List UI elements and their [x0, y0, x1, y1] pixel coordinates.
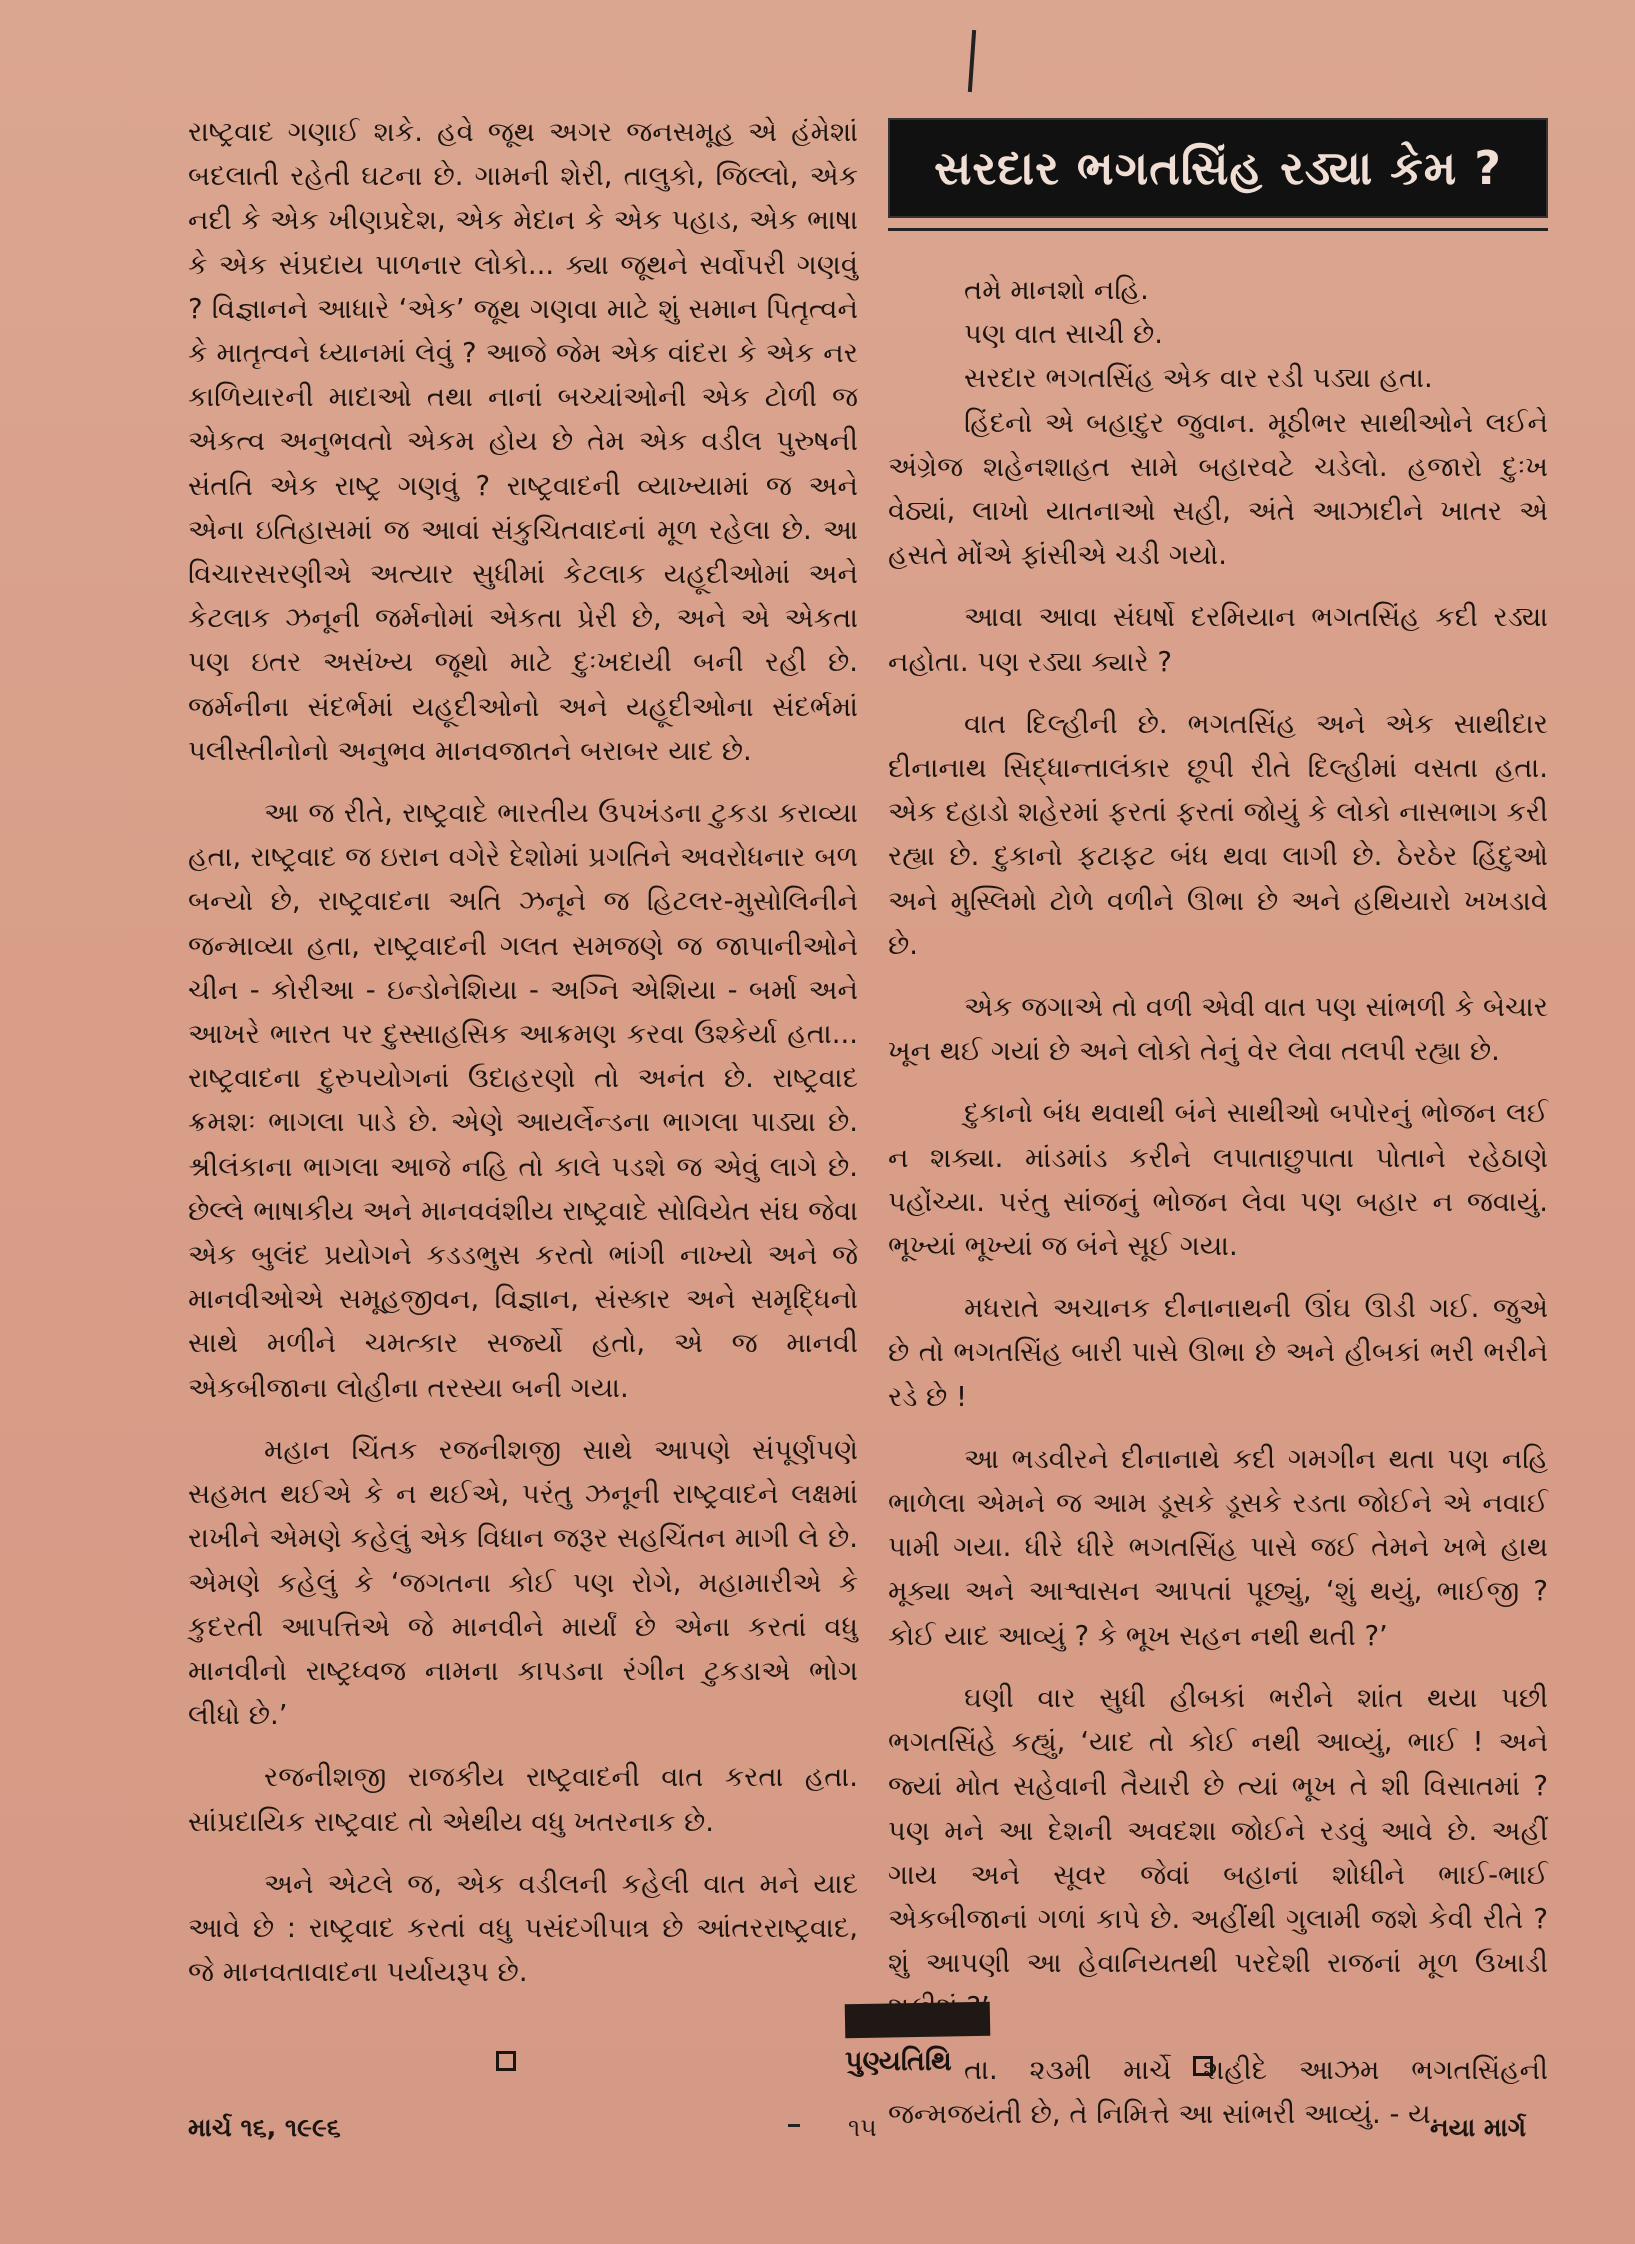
right-paragraph-9: તા. ૨૩મી માર્ચે શહીદે આઝમ ભગતસિંહની જન્મજયંતી છે, તે નિમિત્તે આ સાંભરી આવ્યું. - ય.	[888, 2053, 1548, 2130]
left-paragraph-2: આ જ રીતે, રાષ્ટ્રવાદે ભારતીય ઉપખંડના ટુકડા કરાવ્યા હતા, રાષ્ટ્રવાદ જ ઇરાન વગેરે દેશોમાં પ્રગતિને અવરોધનાર બળ બન્યો છે, રાષ્ટ્રવાદના અતિ ઝનૂને જ હિટલર-મુસોલિનીને જન્માવ્યા હતા, રાષ્ટ્રવાદની ગલત સમજણે જ જાપાનીઓને ચીન - કોરીઆ - ઇન્ડોનેશિયા - અગ્નિ એશિયા - બર્મા અને આખરે ભારત પર દુસ્સાહસિક આક્રમણ કરવા ઉશ્કેર્યા હતા... રાષ્ટ્રવાદના દુરુપયોગનાં ઉદાહરણો તો અનંત છે. રાષ્ટ્રવાદ ક્રમશઃ ભાગલા પાડે છે. એણે આયર્લેન્ડના ભાગલા પાડ્યા છે. શ્રીલંકાના ભાગલા આજે નહિ તો કાલે પડશે જ એવું લાગે છે. છેલ્લે ભાષાકીય અને માનવવંશીય રાષ્ટ્રવાદે સોવિયેત સંઘ જેવા એક બુલંદ પ્રયોગને કડડભુસ કરતો ભાંગી નાખ્યો અને જે માનવીઓએ સમૂહજીવન, વિજ્ઞાન, સંસ્કાર અને સમૃદ્ધિનો સાથે મળીને ચમત્કાર સર્જ્યો હતો, એ જ માનવી એકબીજાના લોહીના તરસ્યા બની ગયા.	[188, 797, 858, 1404]
stamp-label: પુણ્યતિથિ	[845, 2046, 952, 2077]
right-paragraph-7: આ ભડવીરને દીનાનાથે કદી ગમગીન થતા પણ નહિ ભાળેલા એમને જ આમ ડૂસકે ડૂસકે રડતા જોઈને એ નવાઈ પામી ગયા. ધીરે ધીરે ભગતસિંહ પાસે જઈ તેમને ખભે હાથ મૂક્યા અને આશ્વાસન આપતાં પૂછ્યું, ‘શું થયું, ભાઈજી ? કોઈ યાદ આવ્યું ? કે ભૂખ સહન નથી થતી ?’	[888, 1442, 1548, 1652]
rubber-stamp	[845, 2002, 991, 2039]
right-paragraph-1: હિંદનો એ બહાદુર જુવાન. મૂઠીભર સાથીઓને લઈને અંગ્રેજ શહેનશાહત સામે બહારવટે ચડેલો. હજારો દુઃખ વેઠ્યાં, લાખો યાતનાઓ સહી, અંતે આઝાદીને ખાતર એ હસતે મોંએ ફાંસીએ ચડી ગયો.	[888, 406, 1548, 572]
intro-line-3: સરદાર ભગતસિંહ એક વાર રડી પડ્યા હતા.	[964, 362, 1433, 395]
end-mark-right	[1193, 2056, 1213, 2076]
right-paragraph-6: મધરાતે અચાનક દીનાનાથની ઊંઘ ઊડી ગઈ. જુએ છે તો ભગતસિંહ બારી પાસે ઊભા છે અને હીબકાં ભરી ભરીને રડે છે !	[888, 1292, 1548, 1413]
footer-separator	[788, 2124, 800, 2127]
right-paragraph-5: દુકાનો બંધ થવાથી બંને સાથીઓ બપોરનું ભોજન લઈ ન શક્યા. માંડમાંડ કરીને લપાતાછુપાતા પોતાને રહેઠાણે પહોંચ્યા. પરંતુ સાંજનું ભોજન લેવા પણ બહાર ન જવાયું. ભૂખ્યાં ભૂખ્યાં જ બંને સૂઈ ગયા.	[888, 1097, 1548, 1263]
right-paragraph-8: ઘણી વાર સુધી હીબકાં ભરીને શાંત થયા પછી ભગતસિંહે કહ્યું, ‘યાદ તો કોઈ નથી આવ્યું, ભાઈ ! અને જ્યાં મોત સહેવાની તૈયારી છે ત્યાં ભૂખ તે શી વિસાતમાં ? પણ મને આ દેશની અવદશા જોઈને રડવું આવે છે. અહીં ગાય અને સૂવર જેવાં બહાનાં શોધીને ભાઈ-ભાઈ એકબીજાનાં ગળાં કાપે છે. અહીંથી ગુલામી જશે કેવી રીતે ? શું આપણી આ હેવાનિયતથી પરદેશી રાજનાં મૂળ ઉખાડી	[888, 1681, 1548, 1980]
left-paragraph-4: રજનીશજી રાજકીય રાષ્ટ્રવાદની વાત કરતા હતા. સાંપ્રદાયિક રાષ્ટ્રવાદ તો એથીય વધુ ખતરનાક છે.	[188, 1761, 858, 1838]
right-paragraph-4: એક જગાએ તો વળી એવી વાત પણ સાંભળી કે બેચાર ખૂન થઈ ગયાં છે અને લોકો તેનું વેર લેવા તલપી રહ્યા છે.	[888, 991, 1548, 1068]
left-column	[188, 110, 858, 1994]
left-paragraph-1: રાષ્ટ્રવાદ ગણાઈ શકે. હવે જૂથ અગર જનસમૂહ એ હંમેશાં બદલાતી રહેતી ઘટના છે. ગામની શેરી, તાલુકો, જિલ્લો, એક નદી કે એક ખીણપ્રદેશ, એક મેદાન કે એક પહાડ, એક ભાષા કે એક સંપ્રદાય પાળનાર લોકો... ક્યા જૂથને સર્વોપરી ગણવું ? વિજ્ઞાનને આધારે ‘એક’ જૂથ ગણવા માટે શું સમાન પિતૃત્વને કે માતૃત્વને ધ્યાનમાં લેવું ? આજે જેમ એક વાંદરા કે એક નર કાળિયારની માદાઓ તથા નાનાં બચ્ચાંઓની એક ટોળી જ એકત્વ અનુભવતો એકમ હોય છે તેમ એક વડીલ પુરુષની સંતતિ એક રાષ્ટ્ર ગણવું ? રાષ્ટ્રવાદની વ્યાખ્યામાં જ અને એના ઇતિહાસમાં જ આવાં સંકુચિતવાદનાં મૂળ રહેલા છે. આ વિચારસરણીએ અત્યાર સુધીમાં કેટલાક યહૂદીઓમાં અને કેટલાક ઝનૂની જર્મનોમાં એકતા પ્રેરી છે, અને એ એકતા પણ ઇતર અસંખ્ય જૂથો માટે દુઃખદાયી બની રહી છે. જર્મનીના સંદર્ભમાં યહૂદીઓનો અને યહૂદીઓના સંદર્ભમાં પલીસ્તીનોનો અનુભવ માનવજાતને બરાબર યાદ છે.	[188, 116, 858, 767]
right-paragraph-3: વાત દિલ્હીની છે. ભગતસિંહ અને એક સાથીદાર દીનાનાથ સિદ્ધાન્તાલંકાર છૂપી રીતે દિલ્હીમાં વસતા હતા. એક દહાડો શહેરમાં ફરતાં ફરતાં જોયું કે લોકો નાસભાગ કરી રહ્યા છે. દુકાનો ફટાફટ બંધ થવા લાગી છે. ઠેરઠેર હિંદુઓ અને મુસ્લિમો ટોળે વળીને ઊભા છે અને હથિયારો ખખડાવે છે.	[888, 707, 1548, 961]
headline-divider	[888, 228, 1548, 231]
intro-line-1: તમે માનશો નહિ.	[964, 274, 1149, 306]
end-mark-left	[496, 2051, 516, 2071]
pen-mark	[968, 30, 976, 92]
right-column	[888, 268, 1548, 2136]
right-paragraph-2: આવા આવા સંઘર્ષો દરમિયાન ભગતસિંહ કદી રડ્યા નહોતા. પણ રડ્યા ક્યારે ?	[888, 601, 1548, 678]
intro-line-2: પણ વાત સાચી છે.	[964, 318, 1164, 351]
article-headline: સરદાર ભગતસિંહ રડ્યા કેમ ?	[888, 118, 1548, 218]
footer-date: માર્ચ ૧૬, ૧૯૯૬	[188, 2113, 341, 2142]
publication-name: નયા માર્ગ	[1430, 2113, 1526, 2142]
left-paragraph-3: મહાન ચિંતક રજનીશજી સાથે આપણે સંપૂર્ણપણે સહમત થઈએ કે ન થઈએ, પરંતુ ઝનૂની રાષ્ટ્રવાદને લક્ષમાં રાખીને એમણે કહેલું એક વિધાન જરૂર સહચિંતન માગી લે છે. એમણે કહેલું કે ‘જગતના કોઈ પણ રોગે, મહામારીએ કે કુદરતી આપત્તિએ જે માનવીને માર્યાં છે એના કરતાં વધુ માનવીનો રાષ્ટ્રધ્વજ નામના કાપડના રંગીન ટુકડાએ ભોગ લીધો છે.’	[188, 1433, 858, 1732]
page-number: ૧૫	[848, 2113, 877, 2142]
left-paragraph-5: અને એટલે જ, એક વડીલની કહેલી વાત મને યાદ આવે છે : રાષ્ટ્રવાદ કરતાં વધુ પસંદગીપાત્ર છે આંતરરાષ્ટ્રવાદ, જે માનવતાવાદના પર્યાયરૂપ છે.	[188, 1867, 858, 1989]
